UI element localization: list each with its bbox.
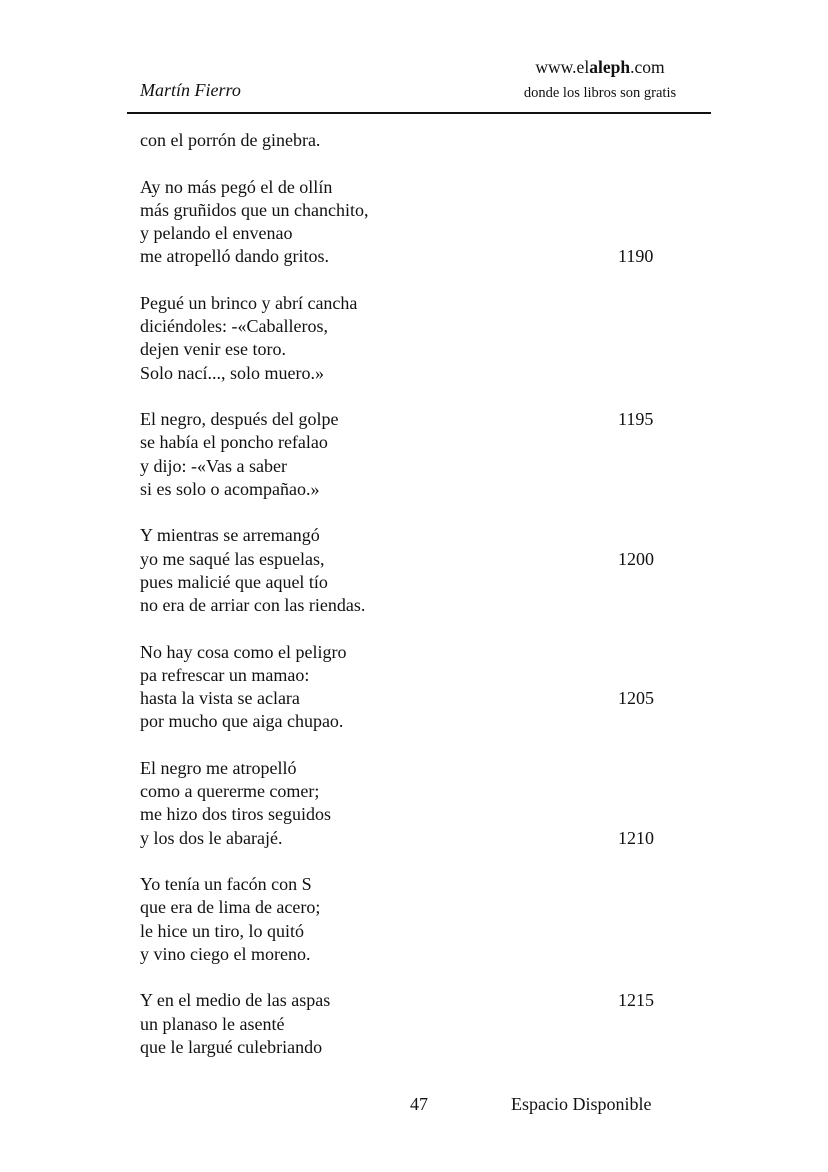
verse-line <box>140 1036 700 1059</box>
verse-line-number: 1215 <box>618 990 654 1011</box>
verse-line-number: 1205 <box>618 688 654 708</box>
site-url[interactable] <box>500 57 700 78</box>
verse-text: yo me saqué las espuelas, <box>140 548 325 569</box>
verse-text: y pelando el envenao <box>140 223 293 243</box>
stanza-gap <box>140 385 700 408</box>
verse-text: El negro me atropelló <box>140 757 297 778</box>
verse-text: Yo tenía un facón con S <box>140 874 312 894</box>
book-title: Martín Fierro <box>140 80 241 100</box>
verse-text: pues malicié que aquel tío <box>140 571 328 592</box>
verse-line-number: 1195 <box>618 409 654 429</box>
poem-body <box>140 129 700 1059</box>
verse-line <box>140 524 700 547</box>
verse-line <box>140 664 700 687</box>
verse-line <box>140 943 700 966</box>
stanza-gap <box>140 966 700 989</box>
verse-line <box>140 408 700 431</box>
verse-text: más gruñidos que un chanchito, <box>140 199 369 220</box>
verse-line-number: 1200 <box>618 548 654 569</box>
verse-line <box>140 245 700 268</box>
site-url-bold: aleph <box>589 57 631 77</box>
verse-line-number: 1210 <box>618 827 654 848</box>
verse-line <box>140 873 700 896</box>
verse-line <box>140 710 700 733</box>
verse-text: no era de arriar con las riendas. <box>140 595 366 615</box>
verse-line <box>140 896 700 919</box>
stanza-gap <box>140 617 700 640</box>
verse-line <box>140 594 700 617</box>
footer-note: Espacio Disponible <box>511 1094 652 1114</box>
stanza-gap <box>140 269 700 292</box>
verse-text: si es solo o acompañao.» <box>140 478 320 499</box>
verse-line-number: 1190 <box>618 246 654 267</box>
header-divider <box>127 112 711 114</box>
verse-line <box>140 176 700 199</box>
verse-text: como a quererme comer; <box>140 781 320 801</box>
verse-line <box>140 478 700 501</box>
verse-text: que le largué culebriando <box>140 1036 323 1057</box>
verse-text: No hay cosa como el peligro <box>140 641 347 662</box>
verse-text: me atropelló dando gritos. <box>140 246 329 267</box>
verse-line <box>140 292 700 315</box>
verse-text: que era de lima de acero; <box>140 897 321 918</box>
site-tagline: donde los libros son gratis <box>523 85 677 101</box>
stanza-gap <box>140 501 700 524</box>
site-url-prefix: www.el <box>535 57 590 77</box>
verse-line <box>140 222 700 245</box>
verse-line <box>140 362 700 385</box>
verse-text: me hizo dos tiros seguidos <box>140 804 331 825</box>
verse-line <box>140 780 700 803</box>
verse-line <box>140 129 700 152</box>
verse-text: le hice un tiro, lo quitó <box>140 920 304 941</box>
verse-line <box>140 827 700 850</box>
verse-line <box>140 548 700 571</box>
verse-line <box>140 641 700 664</box>
verse-line <box>140 687 700 710</box>
verse-text: Pegué un brinco y abrí cancha <box>140 292 358 313</box>
stanza-gap <box>140 152 700 175</box>
verse-text: y dijo: -«Vas a saber <box>140 455 287 476</box>
verse-text: con el porrón de ginebra. <box>140 130 321 150</box>
verse-line <box>140 571 700 594</box>
verse-text: dejen venir ese toro. <box>140 339 286 360</box>
verse-line <box>140 199 700 222</box>
verse-text: hasta la vista se aclara <box>140 688 300 708</box>
verse-text: se había el poncho refalao <box>140 432 328 453</box>
verse-line <box>140 338 700 361</box>
verse-text: Ay no más pegó el de ollín <box>140 176 333 197</box>
verse-text: Y mientras se arremangó <box>140 525 320 546</box>
verse-line <box>140 920 700 943</box>
verse-line <box>140 431 700 454</box>
verse-text: Y en el medio de las aspas <box>140 990 331 1011</box>
verse-text: diciéndoles: -«Caballeros, <box>140 316 328 336</box>
verse-text: y vino ciego el moreno. <box>140 943 311 964</box>
verse-line <box>140 803 700 826</box>
stanza-gap <box>140 734 700 757</box>
site-url-suffix: .com <box>630 57 665 77</box>
verse-text: un planaso le asenté <box>140 1013 285 1034</box>
verse-line <box>140 757 700 780</box>
verse-text: pa refrescar un mamao: <box>140 664 310 685</box>
stanza-gap <box>140 850 700 873</box>
verse-text: y los dos le abarajé. <box>140 827 283 848</box>
page-number: 47 <box>410 1094 428 1114</box>
verse-line <box>140 1013 700 1036</box>
verse-text: por mucho que aiga chupao. <box>140 711 344 732</box>
verse-line <box>140 455 700 478</box>
verse-line <box>140 315 700 338</box>
verse-text: Solo nací..., solo muero.» <box>140 362 324 383</box>
verse-text: El negro, después del golpe <box>140 409 339 429</box>
verse-line <box>140 989 700 1012</box>
